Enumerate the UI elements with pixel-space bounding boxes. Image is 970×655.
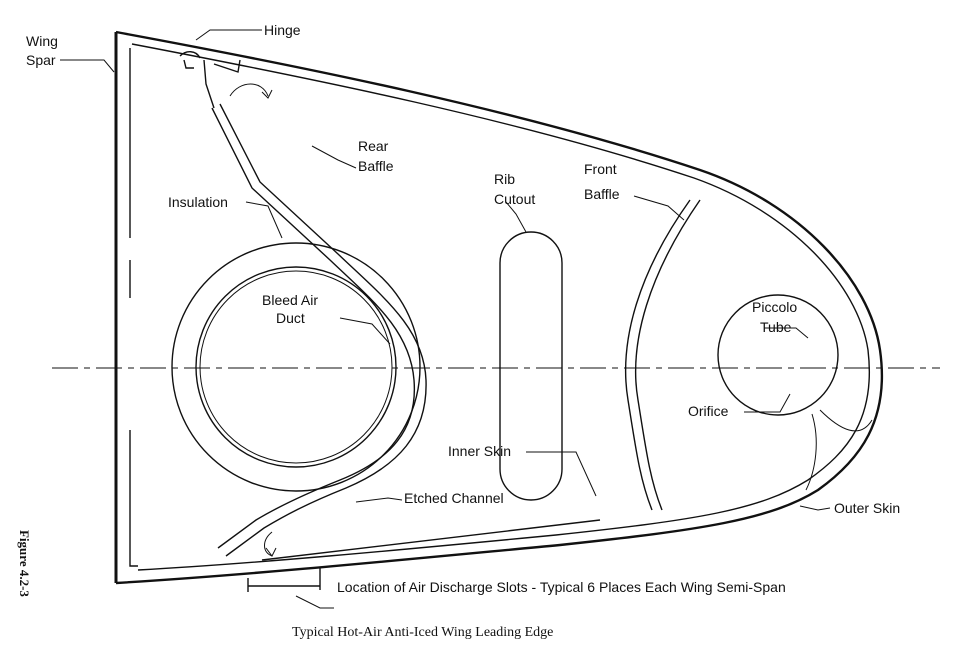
label-bleed-air-duct-line2: Duct <box>276 310 305 326</box>
airflow-arrow-top <box>230 84 272 98</box>
label-bleed-air-duct-line1: Bleed Air <box>262 292 319 308</box>
label-front-baffle-line2: Baffle <box>584 186 620 202</box>
label-front-baffle-line1: Front <box>584 161 617 177</box>
label-wing-spar-line2: Spar <box>26 52 56 68</box>
figure-caption: Typical Hot-Air Anti-Iced Wing Leading Edge <box>292 625 554 640</box>
leader-rear-baffle <box>312 146 356 168</box>
leader-bleed-air-duct <box>340 318 390 344</box>
rib-cutout <box>500 232 562 500</box>
etched-channel <box>262 520 600 560</box>
label-rear-baffle-line2: Baffle <box>358 158 394 174</box>
label-piccolo-tube-line1: Piccolo <box>752 299 798 315</box>
label-etched-channel: Etched Channel <box>404 490 504 506</box>
label-rear-baffle-line1: Rear <box>358 138 389 154</box>
label-orifice: Orifice <box>688 403 729 419</box>
hinge-fitting <box>180 52 200 68</box>
spar-inner-flange <box>130 48 138 566</box>
label-rib-cutout-line1: Rib <box>494 171 516 187</box>
label-rib-cutout-line2: Cutout <box>494 191 536 207</box>
leader-wing-spar <box>60 60 114 72</box>
front-baffle-inner <box>636 200 700 510</box>
label-inner-skin: Inner Skin <box>448 443 512 459</box>
figure-number: Figure 4.2-3 <box>17 530 32 597</box>
label-piccolo-tube-line2: Tube <box>760 319 792 335</box>
leader-discharge-slots <box>296 596 334 608</box>
leader-etched-channel <box>356 498 402 502</box>
label-outer-skin: Outer Skin <box>834 500 901 516</box>
rear-baffle-top-bracket <box>204 60 240 108</box>
leader-front-baffle <box>634 196 684 220</box>
leader-outer-skin <box>800 506 830 510</box>
leader-hinge <box>196 30 262 40</box>
label-hinge: Hinge <box>264 22 301 38</box>
label-discharge-slots: Location of Air Discharge Slots - Typical 6 Places Each Wing Semi-Span <box>337 579 786 595</box>
piccolo-jet-2 <box>806 414 816 490</box>
airflow-arrow-bottom <box>265 532 277 556</box>
front-baffle <box>626 200 690 510</box>
insulation-ring <box>172 243 420 491</box>
piccolo-jet <box>820 410 872 431</box>
label-insulation: Insulation <box>168 194 228 210</box>
leader-insulation <box>246 202 282 238</box>
label-wing-spar-line1: Wing <box>26 33 58 49</box>
